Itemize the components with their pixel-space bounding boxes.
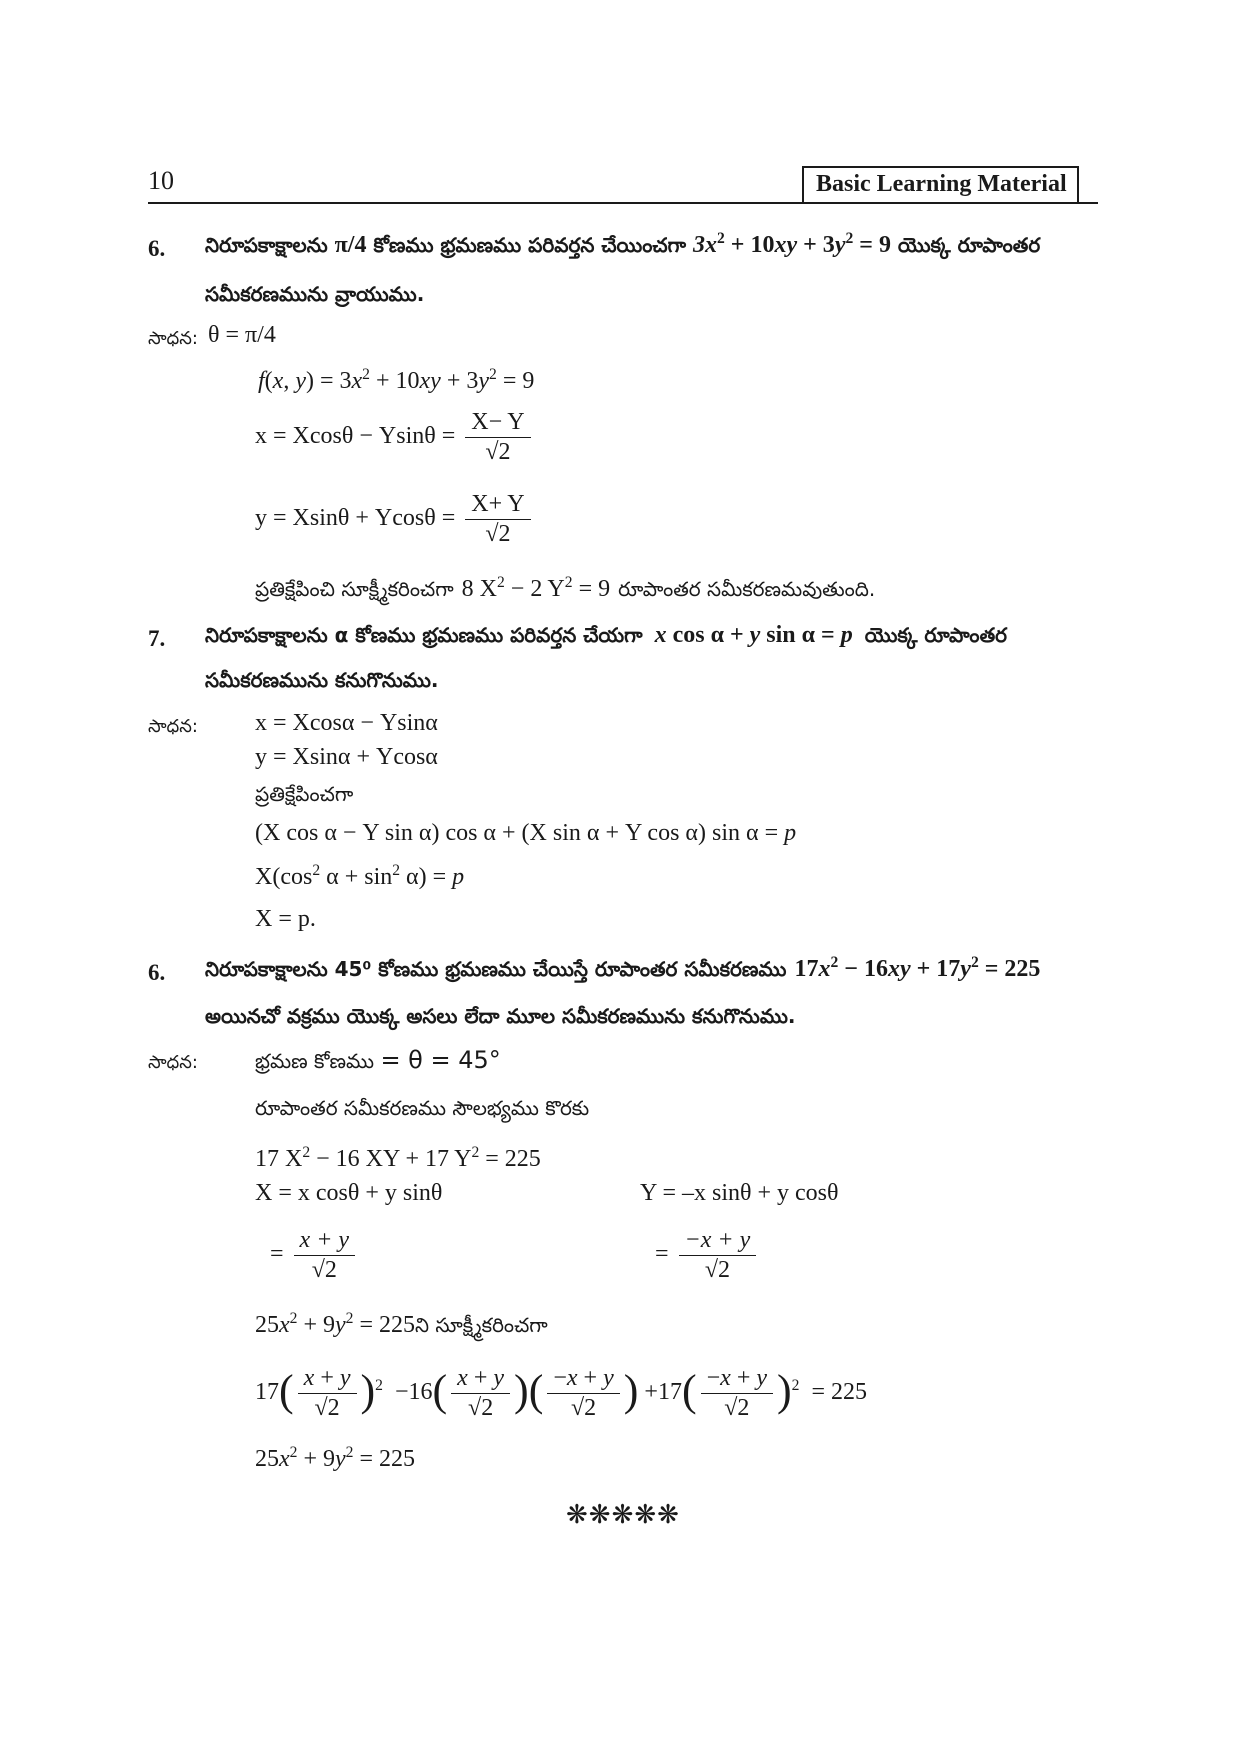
header-rule: [148, 202, 1098, 204]
solution-line: భ్రమణ కోణము = θ = 45°: [255, 1046, 501, 1074]
solution-line: రూపాంతర సమీకరణము సౌలభ్యము కొరకు: [255, 1096, 590, 1120]
function-equation: f(x, $y) = 3x^2 + 10xy + 3y^2 = 9$: [258, 366, 535, 394]
theta-value: θ = π/4: [208, 322, 276, 348]
page-number: 10: [148, 166, 174, 195]
y-transform: y = Xsinθ + Ycosθ = $\frac{X+ Y}{√2}$: [255, 492, 535, 547]
solution-line: y = Xsinα + Ycosα: [255, 744, 438, 770]
x-transform: x = Xcosθ − Ysinθ = $\frac{X- Y}{√2}$: [255, 410, 535, 465]
question-text-line1: నిరూపకాక్షాలను π/4 కోణము భ్రమణము పరివర్తన చేయించగా $3x^2 + 10xy + 3y^2 = 9$ యొక్క రూపాంతర: [205, 230, 1041, 258]
question-text-line2: సమీకరణమును కనుగొనుము.: [205, 668, 439, 692]
solution-line: 17 $X^2 - 16$ XY + 17 $Y^2 = 225$: [255, 1144, 541, 1172]
solution-line: x = Xcosα − Ysinα: [255, 710, 438, 736]
question-text-line1: నిరూపకాక్షాలను α కోణము భ్రమణము పరివర్తన చేయగా x cos α + y sin α = p యొక్క రూపాంతర: [205, 622, 1007, 648]
y-fraction: = $\frac{-x + y}{√2}$: [655, 1228, 760, 1283]
question-number: 6.: [148, 960, 166, 985]
question-number: 6.: [148, 236, 166, 261]
solution-line: $25x^2 + 9y^2$ = 225ని సూక్ష్మీకరించగా: [255, 1310, 548, 1338]
result-line: ప్రతిక్షేపించి సూక్ష్మీకరించగా 8 $X^2 - 2$ $Y^2 = 9$ రూపాంతర సమీకరణమవుతుంది.: [255, 574, 876, 602]
section-end-stars: ❋❋❋❋❋: [566, 1500, 680, 1530]
question-text-line2: అయినచో వక్రము యొక్క అసలు లేదా మూల సమీకరణమును కనుగొనుము.: [205, 1004, 796, 1028]
solution-line: X = p.: [255, 906, 316, 932]
question-text-line2: సమీకరణమును వ్రాయుము.: [205, 282, 425, 306]
solution-line: $X(\cos^2$ $\alpha + \sin^2 \alpha) = p$: [255, 862, 465, 890]
solution-line: (X cos α − Y sin α) cos α + (X sin α + Y cos α) sin α = p: [255, 820, 797, 846]
question-number: 7.: [148, 626, 166, 651]
question-text-line1: నిరూపకాక్షాలను 45⁰ కోణము భ్రమణము చేయిస్తే రూపాంతర సమీకరణము $17x^2 - 16xy + 17y^2 = 225$: [205, 954, 1041, 982]
solution-label: సాధన:: [148, 716, 198, 737]
final-equation: $25x^2 + 9y^2 = 225$: [255, 1444, 415, 1472]
x-fraction: = $\frac{x + y}{√2}$: [270, 1228, 359, 1283]
expanded-equation: 17( $\frac{x + y}{√2}$ )$^2$ −16( $\frac{x + y}{√2}$ )( $\frac{-x + y}{√2}$ ) +17( $\frac{-x + y}{√2}$ )$^2$ = 225: [255, 1365, 868, 1422]
solution-label: సాధన:: [148, 1052, 198, 1073]
solution-label: సాధన:: [148, 328, 198, 349]
solution-line: ప్రతిక్షేపించగా: [255, 782, 354, 806]
header-title: Basic Learning Material: [802, 166, 1079, 204]
x-definition: X = x cosθ + y sinθ: [255, 1180, 443, 1206]
y-definition: Y = –x sinθ + y cosθ: [640, 1180, 839, 1206]
